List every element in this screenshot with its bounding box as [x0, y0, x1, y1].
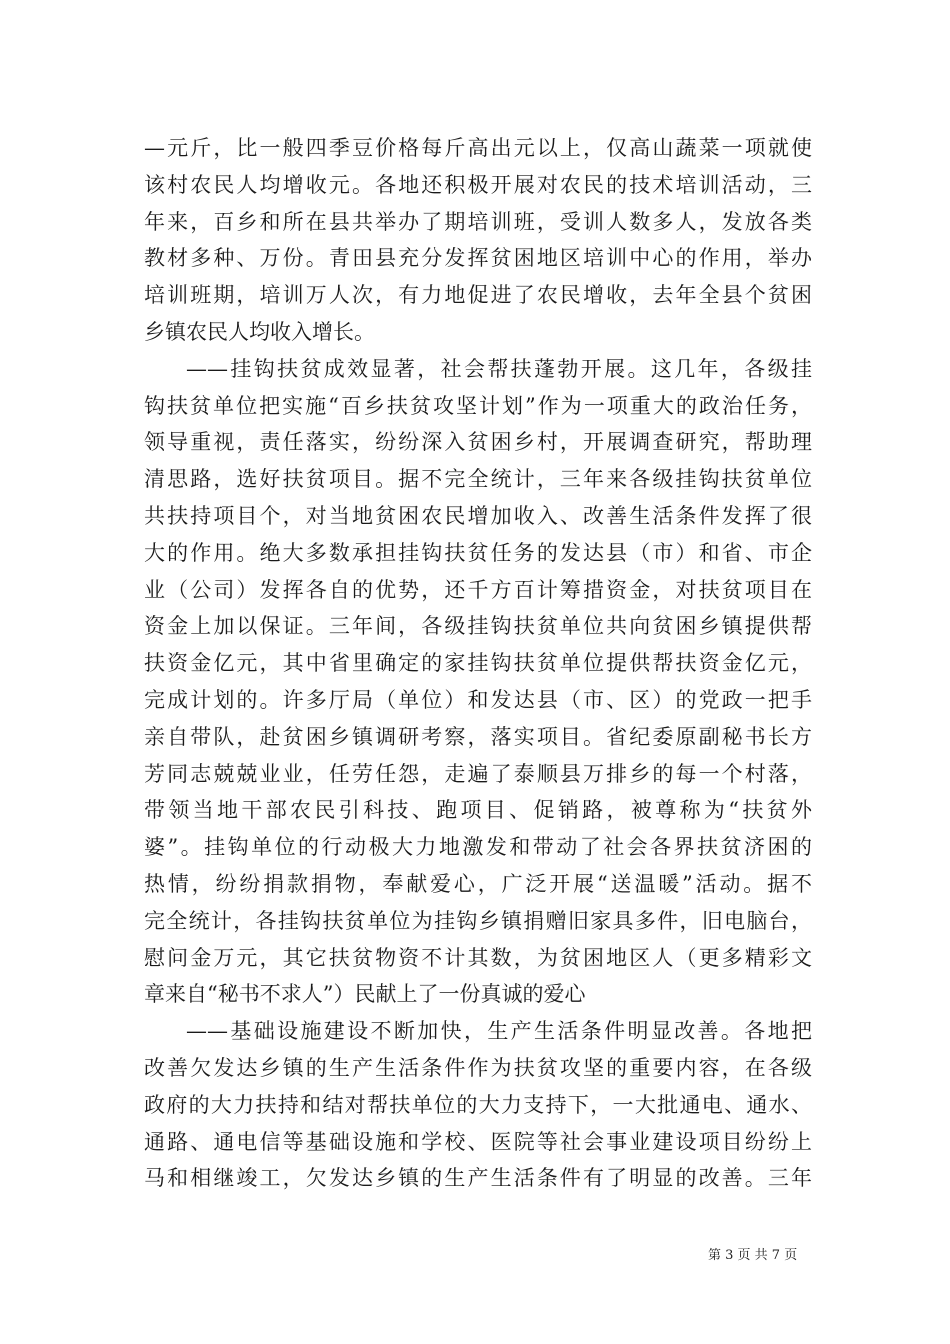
- text-line-8: 钩扶贫单位把实施“百乡扶贫攻坚计划”作为一项重大的政治任务，: [144, 393, 812, 418]
- text-line-5: 培训班期，培训万人次，有力地促进了农民增收，去年全县个贫困: [144, 283, 812, 308]
- text-line-29: 马和相继竣工，欠发达乡镇的生产生活条件有了明显的改善。三年: [144, 1166, 812, 1191]
- text-line-14: 资金上加以保证。三年间，各级挂钩扶贫单位共向贫困乡镇提供帮: [144, 614, 812, 639]
- body-text: [144, 130, 812, 1197]
- text-line-21: 热情，纷纷捐款捐物，奉献爱心，广泛开展“送温暖”活动。据不: [144, 871, 812, 896]
- text-line-19: 带领当地干部农民引科技、跑项目、促销路，被尊称为“扶贫外: [144, 798, 812, 823]
- text-line-12: 大的作用。绝大多数承担挂钩扶贫任务的发达县（市）和省、市企: [144, 540, 812, 565]
- text-line-13: 业（公司）发挥各自的优势，还千方百计筹措资金，对扶贫项目在: [144, 577, 812, 602]
- text-line-2: 该村农民人均增收元。各地还积极开展对农民的技术培训活动，三: [144, 172, 812, 197]
- text-line-7: ——挂钩扶贫成效显著，社会帮扶蓬勃开展。这几年，各级挂: [186, 356, 812, 381]
- text-line-26: 改善欠发达乡镇的生产生活条件作为扶贫攻坚的重要内容，在各级: [144, 1055, 812, 1080]
- text-line-6: 乡镇农民人均收入增长。: [144, 319, 375, 344]
- text-line-4: 教材多种、万份。青田县充分发挥贫困地区培训中心的作用，举办: [144, 246, 812, 271]
- text-line-28: 通路、通电信等基础设施和学校、医院等社会事业建设项目纷纷上: [144, 1129, 812, 1154]
- page-number-footer: 第 3 页 共 7 页: [708, 1248, 798, 1263]
- text-line-3: 年来，百乡和所在县共举办了期培训班，受训人数多人，发放各类: [144, 209, 812, 234]
- text-line-17: 亲自带队，赴贫困乡镇调研考察，落实项目。省纪委原副秘书长方: [144, 724, 812, 749]
- text-line-20: 婆”。挂钩单位的行动极大力地激发和带动了社会各界扶贫济困的: [144, 835, 812, 860]
- text-line-1: —元斤，比一般四季豆价格每斤高出元以上，仅高山蔬菜一项就使: [144, 136, 812, 160]
- text-line-15: 扶资金亿元，其中省里确定的家挂钩扶贫单位提供帮扶资金亿元，: [144, 651, 812, 676]
- text-line-27: 政府的大力扶持和结对帮扶单位的大力支持下，一大批通电、通水、: [144, 1092, 812, 1117]
- text-line-9: 领导重视，责任落实，纷纷深入贫困乡村，开展调查研究，帮助理: [144, 430, 812, 455]
- text-line-23: 慰问金万元，其它扶贫物资不计其数，为贫困地区人（更多精彩文: [144, 945, 812, 970]
- text-line-24: 章来自“秘书不求人”）民献上了一份真诚的爱心: [144, 982, 586, 1007]
- text-line-16: 完成计划的。许多厅局（单位）和发达县（市、区）的党政一把手: [144, 687, 812, 712]
- text-line-11: 共扶持项目个，对当地贫困农民增加收入、改善生活条件发挥了很: [144, 503, 812, 528]
- text-line-18: 芳同志兢兢业业，任劳任怨，走遍了泰顺县万排乡的每一个村落，: [144, 761, 812, 786]
- text-line-10: 清思路，选好扶贫项目。据不完全统计，三年来各级挂钩扶贫单位: [144, 467, 812, 492]
- text-line-25: ——基础设施建设不断加快，生产生活条件明显改善。各地把: [186, 1019, 812, 1044]
- text-line-22: 完全统计，各挂钩扶贫单位为挂钩乡镇捐赠旧家具多件，旧电脑台，: [144, 908, 812, 933]
